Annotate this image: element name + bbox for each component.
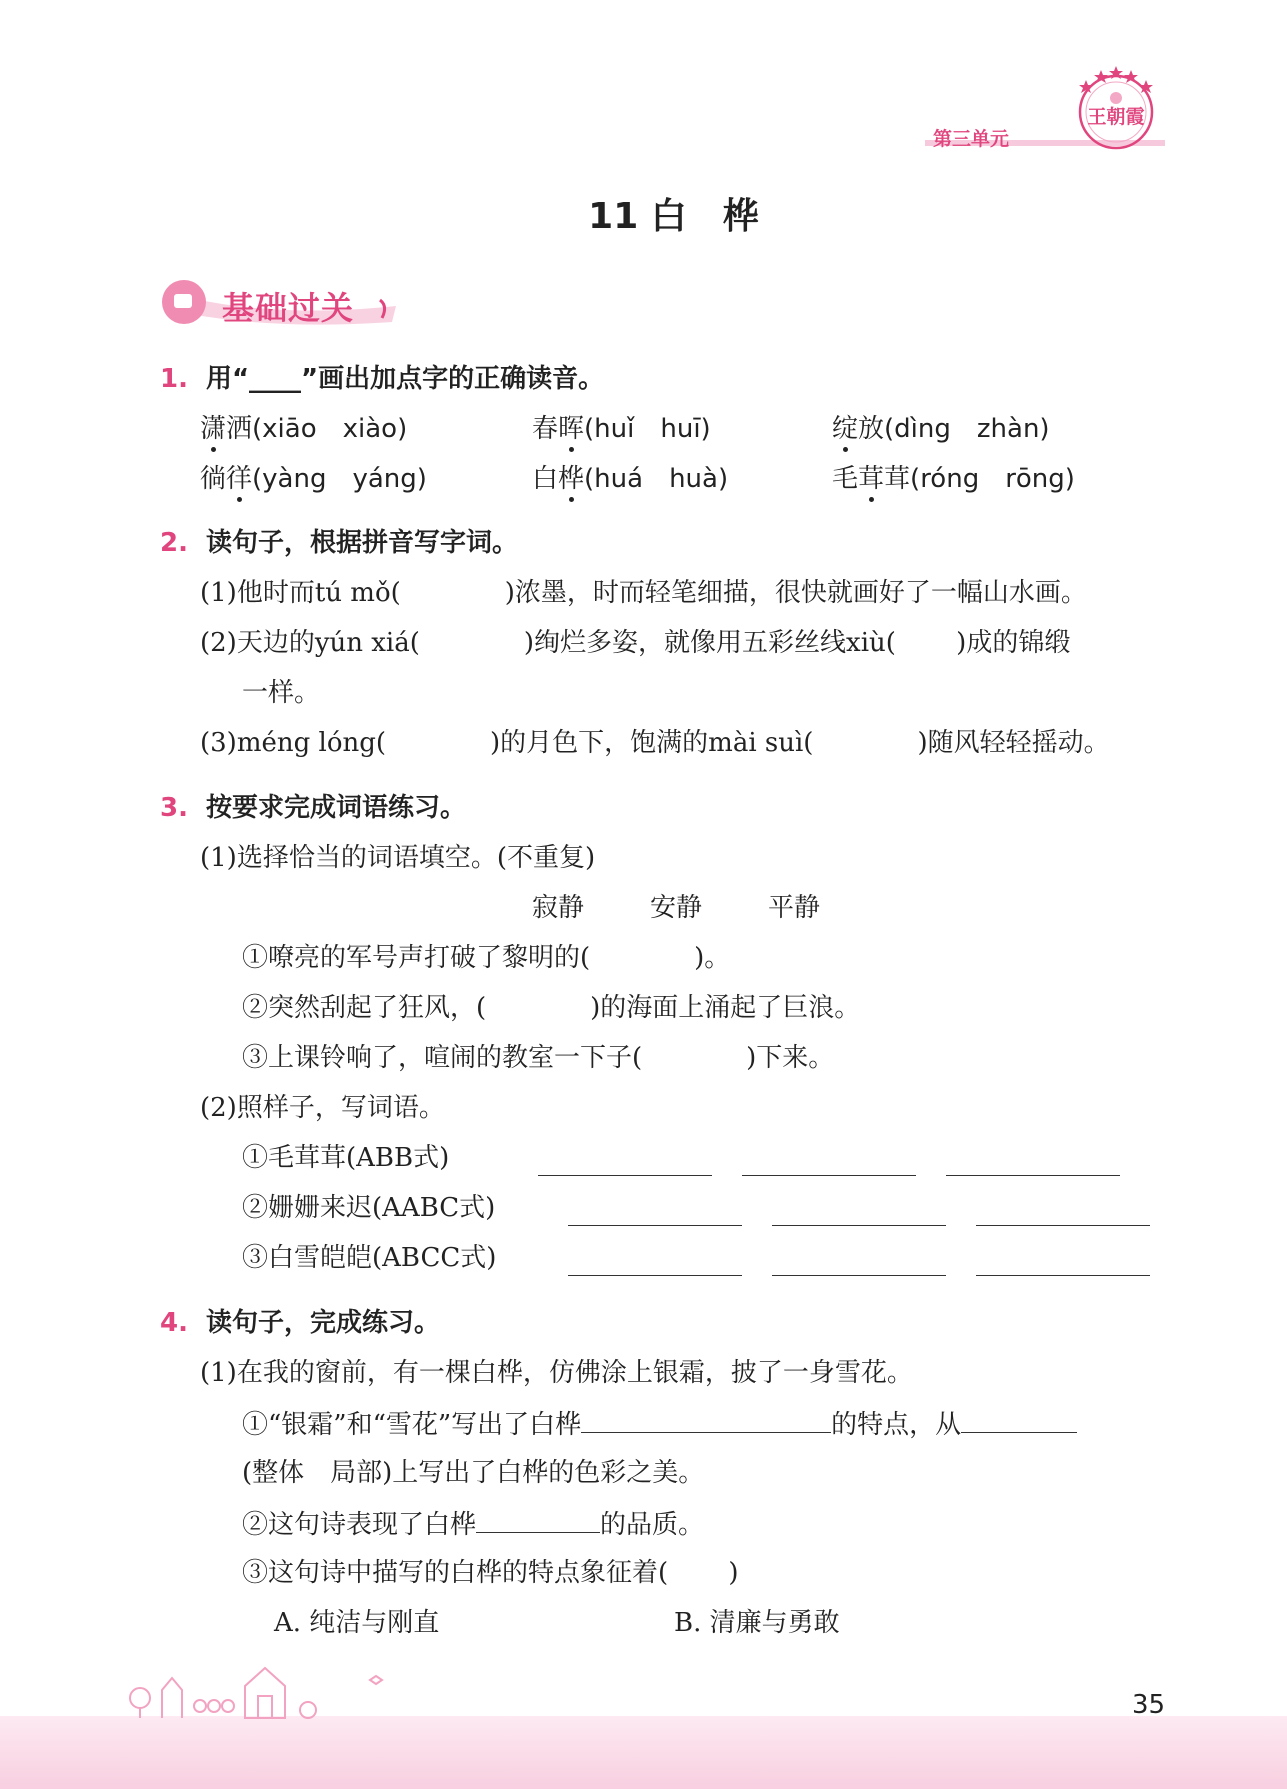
q1-prompt: 用“____”画出加点字的正确读音。 bbox=[205, 364, 605, 394]
q1-word-3: 绽放 bbox=[832, 414, 885, 444]
q4-blank[interactable] bbox=[581, 1408, 831, 1433]
q1-word-4: 徜徉 bbox=[200, 464, 253, 494]
q4-option-a[interactable]: A. 纯洁与刚直 bbox=[274, 1608, 440, 1638]
q4-blank[interactable] bbox=[961, 1408, 1077, 1433]
q1-item-2 bbox=[532, 414, 711, 444]
q3-number: 3. bbox=[160, 793, 188, 823]
q3-answer-line[interactable] bbox=[772, 1225, 946, 1226]
q3-answer-line[interactable] bbox=[976, 1225, 1150, 1226]
q1-word-5: 白桦 bbox=[532, 464, 585, 494]
q1-item-1 bbox=[200, 414, 407, 444]
q2-line-2: (2)天边的yún xiá( )绚烂多姿，就像用五彩丝线xiù( )成的锦缎 bbox=[200, 628, 1071, 658]
q2-number: 2. bbox=[160, 528, 188, 558]
q1-number: 1. bbox=[160, 364, 188, 394]
page-number: 35 bbox=[1132, 1690, 1166, 1720]
q2-line-3: 一样。 bbox=[242, 678, 321, 708]
q3-word-2: 安静 bbox=[650, 893, 703, 923]
q3-answer-line[interactable] bbox=[742, 1175, 916, 1176]
town-doodle-icon bbox=[120, 1650, 420, 1720]
q3-example-1: ①毛茸茸(ABB式) bbox=[242, 1143, 450, 1173]
q1-pinyin-6: (róng rōng) bbox=[910, 464, 1075, 494]
lesson-title: 11 白 桦 bbox=[588, 196, 759, 237]
q4-answer-3-text: ②这句诗表现了白桦 bbox=[242, 1510, 477, 1540]
q2-line-4: (3)méng lóng( )的月色下，饱满的mài suì( )随风轻轻摇动。 bbox=[200, 728, 1110, 758]
q1-pinyin-3: (dìng zhàn) bbox=[884, 414, 1050, 444]
q2-prompt: 读句子，根据拼音写字词。 bbox=[205, 528, 518, 558]
q4-option-b[interactable]: B. 清廉与勇敢 bbox=[674, 1608, 840, 1638]
section-label: 基础过关 bbox=[222, 289, 355, 327]
q4-answer-3-text-b: 的品质。 bbox=[600, 1510, 705, 1540]
q3-word-1: 寂静 bbox=[532, 893, 585, 923]
q1-pinyin-5: (huá huà) bbox=[584, 464, 729, 494]
q3-sentence-2: ②突然刮起了狂风，( )的海面上涌起了巨浪。 bbox=[242, 993, 861, 1023]
q1-pinyin-2: (huǐ huī) bbox=[584, 414, 711, 444]
q1-word-2: 春晖 bbox=[532, 414, 585, 444]
q4-prompt: 读句子，完成练习。 bbox=[205, 1308, 440, 1338]
q3-example-3: ③白雪皑皑(ABCC式) bbox=[242, 1243, 497, 1273]
q4-answer-4: ③这句诗中描写的白桦的特点象征着( ) bbox=[242, 1558, 739, 1588]
q4-blank[interactable] bbox=[476, 1508, 600, 1533]
q3-sentence-3: ③上课铃响了，喧闹的教室一下子( )下来。 bbox=[242, 1043, 835, 1073]
q3-example-2: ②姗姗来迟(AABC式) bbox=[242, 1193, 496, 1223]
q3-sentence-1: ①嘹亮的军号声打破了黎明的( )。 bbox=[242, 943, 731, 973]
q4-answer-1-text: ①“银霜”和“雪花”写出了白桦 bbox=[242, 1410, 582, 1440]
q4-heading bbox=[160, 1308, 440, 1338]
q4-number: 4. bbox=[160, 1308, 188, 1338]
q4-part-1: (1)在我的窗前，有一棵白桦，仿佛涂上银霜，披了一身雪花。 bbox=[200, 1358, 913, 1388]
q3-part-2: (2)照样子，写词语。 bbox=[200, 1093, 445, 1123]
q1-item-6 bbox=[832, 464, 1075, 494]
q1-pinyin-4: (yàng yáng) bbox=[252, 464, 427, 494]
q4-answer-1-text-b: 的特点，从 bbox=[831, 1410, 962, 1440]
q3-answer-line[interactable] bbox=[568, 1225, 742, 1226]
q3-answer-line[interactable] bbox=[772, 1275, 946, 1276]
q1-heading bbox=[160, 364, 604, 394]
q1-word-1: 潇洒 bbox=[200, 414, 253, 444]
footer-illustration bbox=[120, 1650, 420, 1720]
q1-word-6: 毛茸茸 bbox=[832, 464, 911, 494]
q4-answer-1 bbox=[242, 1408, 1077, 1440]
footer-band bbox=[0, 1716, 1287, 1789]
q2-line-1: (1)他时而tú mǒ( )浓墨，时而轻笔细描，很快就画好了一幅山水画。 bbox=[200, 578, 1087, 608]
q3-prompt: 按要求完成词语练习。 bbox=[205, 793, 466, 823]
q3-part-1: (1)选择恰当的词语填空。(不重复) bbox=[200, 843, 596, 873]
q1-item-4 bbox=[200, 464, 427, 494]
q1-pinyin-1: (xiāo xiào) bbox=[252, 414, 408, 444]
unit-label: 第三单元 bbox=[933, 128, 1010, 150]
q3-word-3: 平静 bbox=[768, 893, 821, 923]
q4-answer-3 bbox=[242, 1508, 704, 1540]
brand-name: 王朝霞 bbox=[1087, 106, 1145, 128]
q1-item-5 bbox=[532, 464, 728, 494]
q4-answer-2: (整体 局部)上写出了白桦的色彩之美。 bbox=[242, 1458, 705, 1488]
q3-answer-line[interactable] bbox=[976, 1275, 1150, 1276]
q3-answer-line[interactable] bbox=[538, 1175, 712, 1176]
brand-logo bbox=[1072, 62, 1160, 154]
q3-answer-line[interactable] bbox=[568, 1275, 742, 1276]
q3-heading bbox=[160, 793, 466, 823]
q3-answer-line[interactable] bbox=[946, 1175, 1120, 1176]
q2-heading bbox=[160, 528, 518, 558]
q1-item-3 bbox=[832, 414, 1050, 444]
